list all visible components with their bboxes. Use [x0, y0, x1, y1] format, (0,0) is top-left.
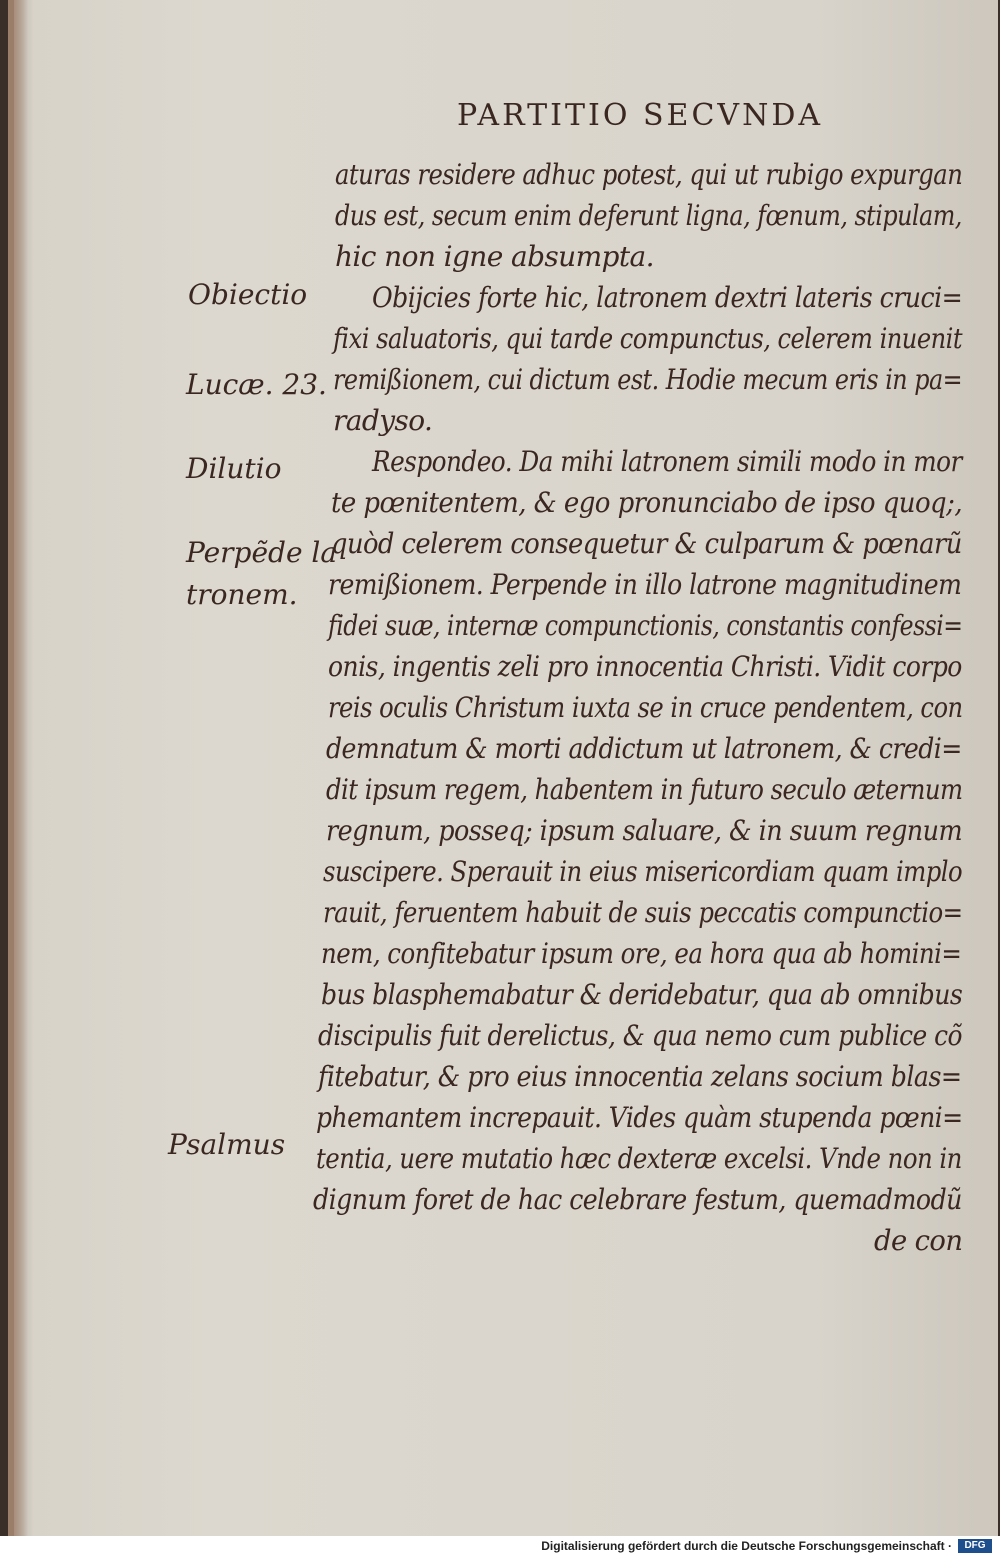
text-line: remißionem, cui dictum est. Hodie mecum eris in pa=: [333, 363, 963, 396]
margin-note: Psalmus: [168, 1128, 286, 1161]
footer-bar: [0, 1536, 1000, 1557]
text-line: fidei suæ, internæ compunctionis, constantis confessi=: [328, 609, 963, 642]
text-line: quòd celerem consequetur & culparum & pœnarũ: [331, 527, 962, 560]
text-line: tentia, uere mutatio hæc dexteræ excelsi. Vnde non in: [316, 1142, 962, 1175]
text-line: aturas residere adhuc potest, qui ut rubigo expurgan: [335, 158, 963, 191]
margin-note: Obiectio: [188, 278, 308, 311]
text-line: Respondeo. Da mihi latronem simili modo in mor: [372, 445, 962, 478]
text-line: discipulis fuit derelictus, & qua nemo cum publice cõ: [318, 1019, 962, 1052]
footer-credit: Digitalisierung gefördert durch die Deutsche Forschungsgemeinschaft ·: [541, 1539, 952, 1553]
text-line: dit ipsum regem, habentem in futuro seculo æternum: [326, 773, 963, 806]
text-line: radyso.: [333, 404, 433, 437]
margin-note: Dilutio: [186, 452, 282, 485]
margin-note: tronem.: [186, 578, 298, 611]
text-line: suscipere. Sperauit in eius misericordiam quam implo: [323, 855, 963, 888]
text-line: remißionem. Perpende in illo latrone magnitudinem: [328, 568, 962, 601]
text-line: Obijcies forte hic, latronem dextri lateris cruci=: [372, 281, 963, 314]
text-line: onis, ingentis zeli pro innocentia Christi. Vidit corpo: [328, 650, 962, 683]
catchword: de con: [874, 1224, 963, 1257]
text-line: phemantem increpauit. Vides quàm stupenda pœni=: [316, 1101, 963, 1134]
text-line: nem, confitebatur ipsum ore, ea hora qua ab homini=: [321, 937, 962, 970]
text-line: dignum foret de hac celebrare festum, quemadmodũ: [313, 1183, 962, 1216]
margin-note: Lucæ. 23.: [186, 368, 327, 401]
margin-note: Perpẽde la: [186, 536, 338, 569]
text-line: te pœnitentem, & ego pronunciabo de ipso quoq;,: [331, 486, 963, 519]
text-line: demnatum & morti addictum ut latronem, & credi=: [326, 732, 962, 765]
text-line: fixi saluatoris, qui tarde compunctus, celerem inuenit: [333, 322, 963, 355]
text-line: dus est, secum enim deferunt ligna, fœnum, stipulam,: [335, 199, 962, 232]
dfg-logo: DFG: [958, 1539, 992, 1553]
text-line: fitebatur, & pro eius innocentia zelans socium blas=: [318, 1060, 962, 1093]
text-line: reis oculis Christum iuxta se in cruce pendentem, con: [328, 691, 963, 724]
text-line: rauit, feruentem habuit de suis peccatis compunctio=: [323, 896, 963, 929]
running-head: PARTITIO SECVNDA: [457, 98, 824, 133]
text-line: hic non igne absumpta.: [335, 240, 654, 273]
text-line: regnum, posseq; ipsum saluare, & in suum regnum: [326, 814, 963, 847]
text-line: bus blasphemabatur & deridebatur, qua ab omnibus: [321, 978, 963, 1011]
